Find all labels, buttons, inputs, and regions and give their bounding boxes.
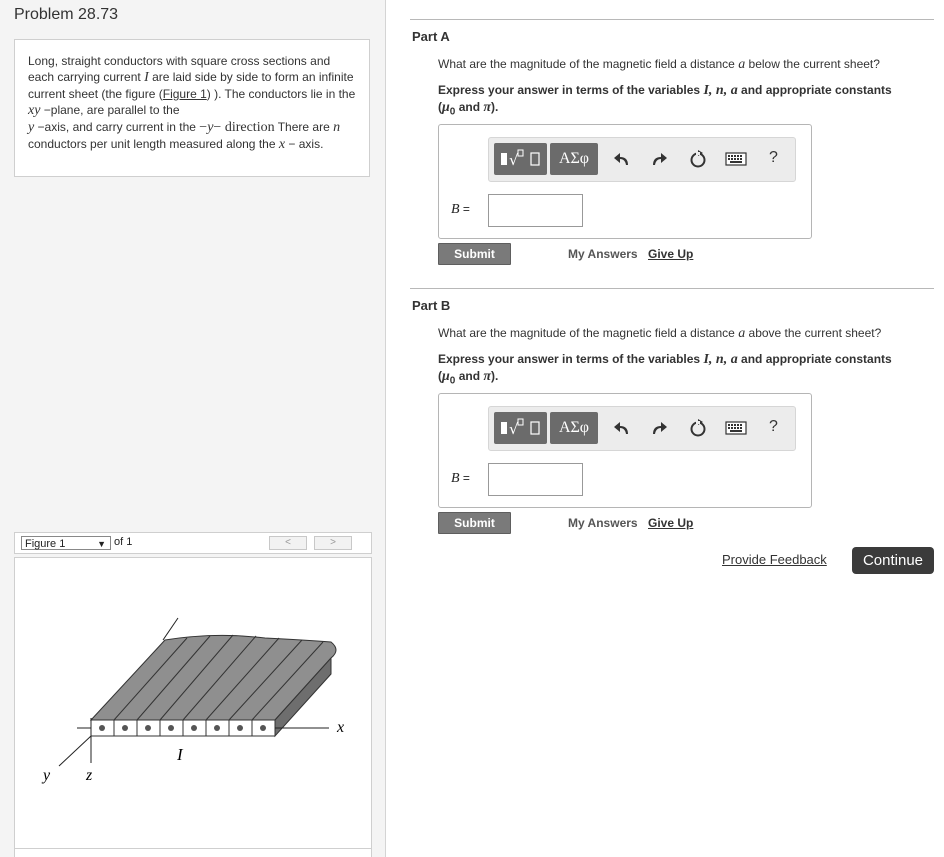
part-b-divider [410,288,934,289]
dropdown-arrow-icon: ▼ [97,539,106,549]
y-axis-line [59,736,91,766]
current-sheet-figure [15,558,371,848]
reset-icon[interactable] [687,417,709,439]
paren: ( [438,100,442,114]
var-x: x [278,137,286,152]
figure-select[interactable] [21,536,111,550]
next-figure-button[interactable]: > [314,536,352,550]
answer-label [451,471,470,487]
instructions-text: and appropriate constants [737,83,892,97]
mu-symbol: μ [442,369,450,384]
var-a: a [738,326,746,341]
help-button[interactable]: ? [769,418,778,435]
direction-word: direction [221,120,275,135]
part-a-question [438,57,880,73]
problem-text: are laid side by side to form an infinite current sheet (the figure ( [28,70,354,101]
templates-icon [498,148,544,170]
templates-button[interactable] [494,143,547,175]
problem-text: − axis. [285,137,324,151]
x-axis-label: x [337,719,345,736]
part-a-my-answers-link[interactable]: My Answers [568,247,638,261]
svg-text:√: √ [508,420,519,438]
prev-figure-button[interactable]: < [269,536,307,550]
answer-variables: I, n, a [703,352,738,367]
part-b-answer-box [438,393,812,508]
problem-text: There are [274,120,334,134]
answer-input[interactable] [488,194,583,227]
reset-icon[interactable] [687,148,709,170]
keyboard-icon[interactable] [725,148,747,170]
left-panel [0,0,386,857]
pi-symbol: π [483,369,492,384]
greek-symbols-button[interactable]: ΑΣφ [550,143,598,175]
instructions-text: and appropriate constants [737,352,892,366]
current-label: I [177,745,183,764]
equals-sign: = [459,202,470,216]
var-a: a [738,57,746,72]
var-y: y [207,120,214,135]
part-a-divider [410,19,934,20]
problem-statement [14,39,370,177]
answer-input[interactable] [488,463,583,496]
templates-button[interactable] [494,412,547,444]
z-axis-line-back [163,618,178,640]
answer-var: B [451,202,460,217]
question-text: below the current sheet? [745,57,880,71]
redo-icon[interactable] [648,148,670,170]
instructions-text: and [455,100,484,114]
paren: ). [491,369,499,383]
part-a-instructions [438,82,938,120]
undo-icon[interactable] [611,417,633,439]
part-a-submit-button[interactable]: Submit [438,243,511,265]
question-text: What are the magnitude of the magnetic field a distance [438,57,739,71]
equals-sign: = [459,471,470,485]
redo-icon[interactable] [648,417,670,439]
pi-symbol: π [483,100,492,115]
z-axis-label: z [86,767,93,784]
part-b-question [438,326,881,342]
svg-text:√: √ [508,151,519,169]
answer-var: B [451,471,460,486]
instructions-text: Express your answer in terms of the variables [438,352,704,366]
mu-subscript: 0 [449,375,456,387]
keyboard-icon[interactable] [725,417,747,439]
problem-text: conductors per unit length measured along the [28,137,279,151]
part-b-submit-button[interactable]: Submit [438,512,511,534]
help-button[interactable]: ? [769,149,778,166]
part-b-title: Part B [412,298,451,313]
problem-text: Long, straight conductors with square cross sections and each carrying current [28,54,331,84]
part-b-instructions [438,351,938,389]
problem-text: −axis, and carry current in the [34,120,200,134]
figure-panel [14,557,372,857]
paren: ( [438,369,442,383]
minus-sign: − [213,120,222,135]
part-b-give-up-link[interactable]: Give Up [648,516,694,530]
math-toolbar [488,406,796,451]
y-axis-label: y [43,767,51,784]
part-a-answer-box [438,124,812,239]
var-xy: xy [28,103,41,118]
templates-icon [498,417,544,439]
var-n: n [333,120,341,135]
figure-nav-bar [14,532,372,554]
question-text: above the current sheet? [745,326,882,340]
mu-symbol: μ [442,100,450,115]
math-toolbar [488,137,796,182]
figure-select-value: Figure 1 [25,538,66,550]
figure-link[interactable]: Figure 1 [162,87,207,101]
continue-button[interactable]: Continue [852,547,934,574]
figure-panel-footer [15,848,371,849]
problem-text: −plane, are parallel to the [40,103,180,117]
var-y: y [28,120,35,135]
greek-symbols-button[interactable]: ΑΣφ [550,412,598,444]
provide-feedback-link[interactable]: Provide Feedback [722,552,827,567]
conductor-cross-sections [91,720,275,736]
problem-title: Problem 28.73 [14,6,119,23]
answer-label [451,202,470,218]
instructions-text: Express your answer in terms of the variables [438,83,704,97]
mu-subscript: 0 [449,106,456,118]
var-I: I [144,70,149,85]
instructions-text: and [455,369,484,383]
problem-text: ) ). The conductors lie in the [206,87,356,101]
paren: ). [491,100,499,114]
minus-sign: − [199,120,208,135]
part-a-title: Part A [412,29,450,44]
part-b-my-answers-link[interactable]: My Answers [568,516,638,530]
answer-variables: I, n, a [703,83,738,98]
part-a-give-up-link[interactable]: Give Up [648,247,694,261]
undo-icon[interactable] [611,148,633,170]
question-text: What are the magnitude of the magnetic field a distance [438,326,739,340]
figure-count: of 1 [114,536,133,548]
